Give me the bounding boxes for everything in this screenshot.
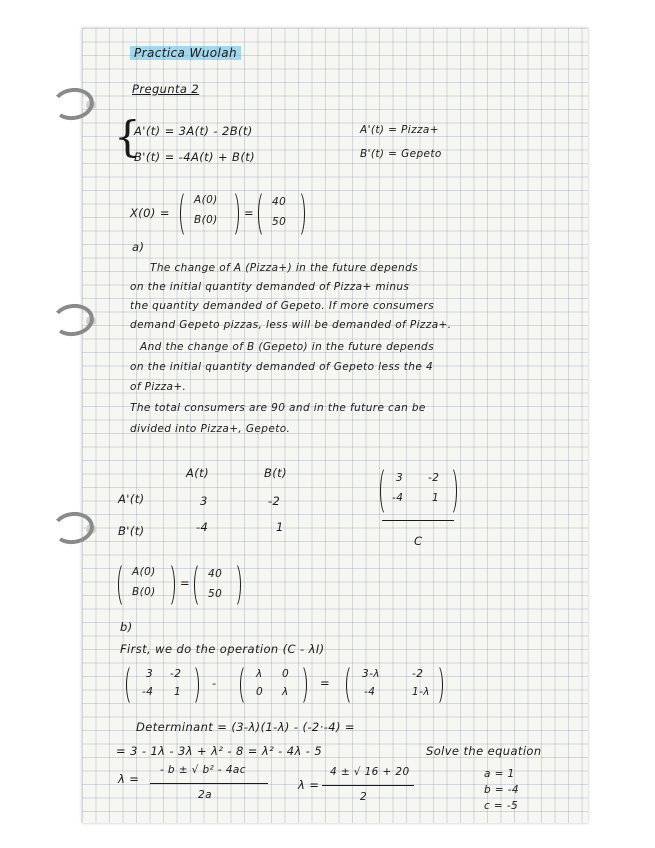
initial-value-b: 50 bbox=[272, 216, 287, 228]
matrix-cell: λ bbox=[256, 668, 263, 680]
initial-value-a: 40 bbox=[208, 568, 223, 580]
matrix-cell: 3-λ bbox=[362, 668, 380, 680]
right-paren bbox=[294, 664, 307, 706]
lambda-label: λ = bbox=[298, 778, 320, 792]
table-row-header: B'(t) bbox=[118, 524, 145, 538]
part-a-line: the quantity demanded of Gepeto. If more consumers bbox=[130, 300, 434, 312]
table-cell: 3 bbox=[200, 494, 208, 508]
solve-label: Solve the equation bbox=[426, 744, 542, 758]
right-paren bbox=[226, 190, 239, 238]
matrix-cell: 0 bbox=[256, 686, 264, 698]
fraction-bar bbox=[150, 783, 268, 784]
initial-value-b: 50 bbox=[208, 588, 223, 600]
equals-sign: = bbox=[320, 676, 331, 690]
coefficient: c = -5 bbox=[484, 800, 519, 812]
part-a-line: on the initial quantity demanded of Pizza+ minus bbox=[130, 281, 410, 293]
table-cell: -4 bbox=[196, 520, 209, 534]
initial-a0: A(0) bbox=[132, 566, 156, 578]
left-paren bbox=[240, 664, 253, 706]
matrix-cell: 0 bbox=[282, 668, 290, 680]
part-a-line: And the change of B (Gepeto) in the future depends bbox=[140, 341, 434, 353]
part-a-line: The total consumers are 90 and in the future can be bbox=[130, 402, 426, 414]
coefficient: b = -4 bbox=[484, 784, 520, 796]
right-paren bbox=[292, 190, 305, 238]
definition-a-prime: A'(t) = Pizza+ bbox=[360, 124, 439, 136]
question-heading: Pregunta 2 bbox=[132, 82, 200, 96]
matrix-label: C bbox=[414, 534, 423, 548]
part-a-line: demand Gepeto pizzas, less will be demanded of Pizza+. bbox=[130, 319, 452, 331]
left-paren bbox=[126, 664, 139, 706]
left-paren bbox=[118, 562, 131, 608]
matrix-cell: -4 bbox=[392, 492, 404, 504]
equation-b-prime: B'(t) = -4A(t) + B(t) bbox=[134, 150, 256, 164]
part-a-line: of Pizza+. bbox=[130, 381, 187, 393]
part-b-label: b) bbox=[120, 620, 133, 634]
table-row-header: A'(t) bbox=[118, 492, 145, 506]
initial-value-a: 40 bbox=[272, 196, 287, 208]
equals-sign: = bbox=[244, 206, 255, 220]
quadratic-denominator: 2a bbox=[198, 789, 212, 801]
table-col-header: B(t) bbox=[264, 466, 287, 480]
matrix-cell: 1-λ bbox=[412, 686, 430, 698]
matrix-cell: λ bbox=[282, 686, 289, 698]
matrix-cell: -2 bbox=[412, 668, 424, 680]
system-brace: { bbox=[114, 112, 141, 161]
minus-sign: - bbox=[212, 676, 217, 690]
left-paren bbox=[194, 562, 207, 608]
right-paren bbox=[444, 466, 457, 516]
initial-vector-label: X(0) = bbox=[130, 206, 170, 220]
definition-b-prime: B'(t) = Gepeto bbox=[360, 148, 442, 160]
right-paren bbox=[162, 562, 175, 608]
right-paren bbox=[186, 664, 199, 706]
coefficient: a = 1 bbox=[484, 768, 515, 780]
matrix-cell: -2 bbox=[428, 472, 440, 484]
determinant-line: Determinant = (3-λ)(1-λ) - (-2·-4) = bbox=[136, 720, 355, 734]
right-paren bbox=[228, 562, 241, 608]
matrix-cell: 1 bbox=[174, 686, 182, 698]
matrix-cell: -4 bbox=[364, 686, 376, 698]
equals-sign: = bbox=[180, 576, 191, 590]
left-paren bbox=[380, 466, 393, 516]
part-a-line: on the initial quantity demanded of Gepeto less the 4 bbox=[130, 361, 434, 373]
substituted-denominator: 2 bbox=[360, 791, 368, 803]
left-paren bbox=[258, 190, 271, 238]
part-a-line: The change of A (Pizza+) in the future depends bbox=[150, 262, 419, 274]
substituted-numerator: 4 ± √ 16 + 20 bbox=[330, 766, 410, 778]
table-cell: 1 bbox=[276, 520, 284, 534]
left-paren bbox=[346, 664, 359, 706]
part-a-line: divided into Pizza+, Gepeto. bbox=[130, 423, 291, 435]
matrix-underbrace bbox=[382, 520, 454, 521]
fraction-bar bbox=[322, 785, 414, 786]
right-paren bbox=[430, 664, 443, 706]
table-col-header: A(t) bbox=[186, 466, 209, 480]
quadratic-numerator: - b ± √ b² - 4ac bbox=[160, 764, 246, 776]
matrix-cell: 3 bbox=[396, 472, 404, 484]
initial-b0: B(0) bbox=[132, 586, 156, 598]
matrix-cell: 1 bbox=[432, 492, 440, 504]
initial-a0: A(0) bbox=[194, 194, 218, 206]
table-cell: -2 bbox=[268, 494, 281, 508]
matrix-cell: 3 bbox=[146, 668, 154, 680]
equation-a-prime: A'(t) = 3A(t) - 2B(t) bbox=[134, 124, 253, 138]
matrix-cell: -4 bbox=[142, 686, 154, 698]
initial-b0: B(0) bbox=[194, 214, 218, 226]
left-paren bbox=[180, 190, 193, 238]
matrix-cell: -2 bbox=[170, 668, 182, 680]
page-title: Practica Wuolah bbox=[130, 46, 241, 60]
expansion-line: = 3 - 1λ - 3λ + λ² - 8 = λ² - 4λ - 5 bbox=[116, 744, 323, 758]
lambda-label: λ = bbox=[118, 772, 140, 786]
part-a-label: a) bbox=[132, 240, 145, 254]
part-b-intro: First, we do the operation (C - λI) bbox=[120, 642, 325, 656]
